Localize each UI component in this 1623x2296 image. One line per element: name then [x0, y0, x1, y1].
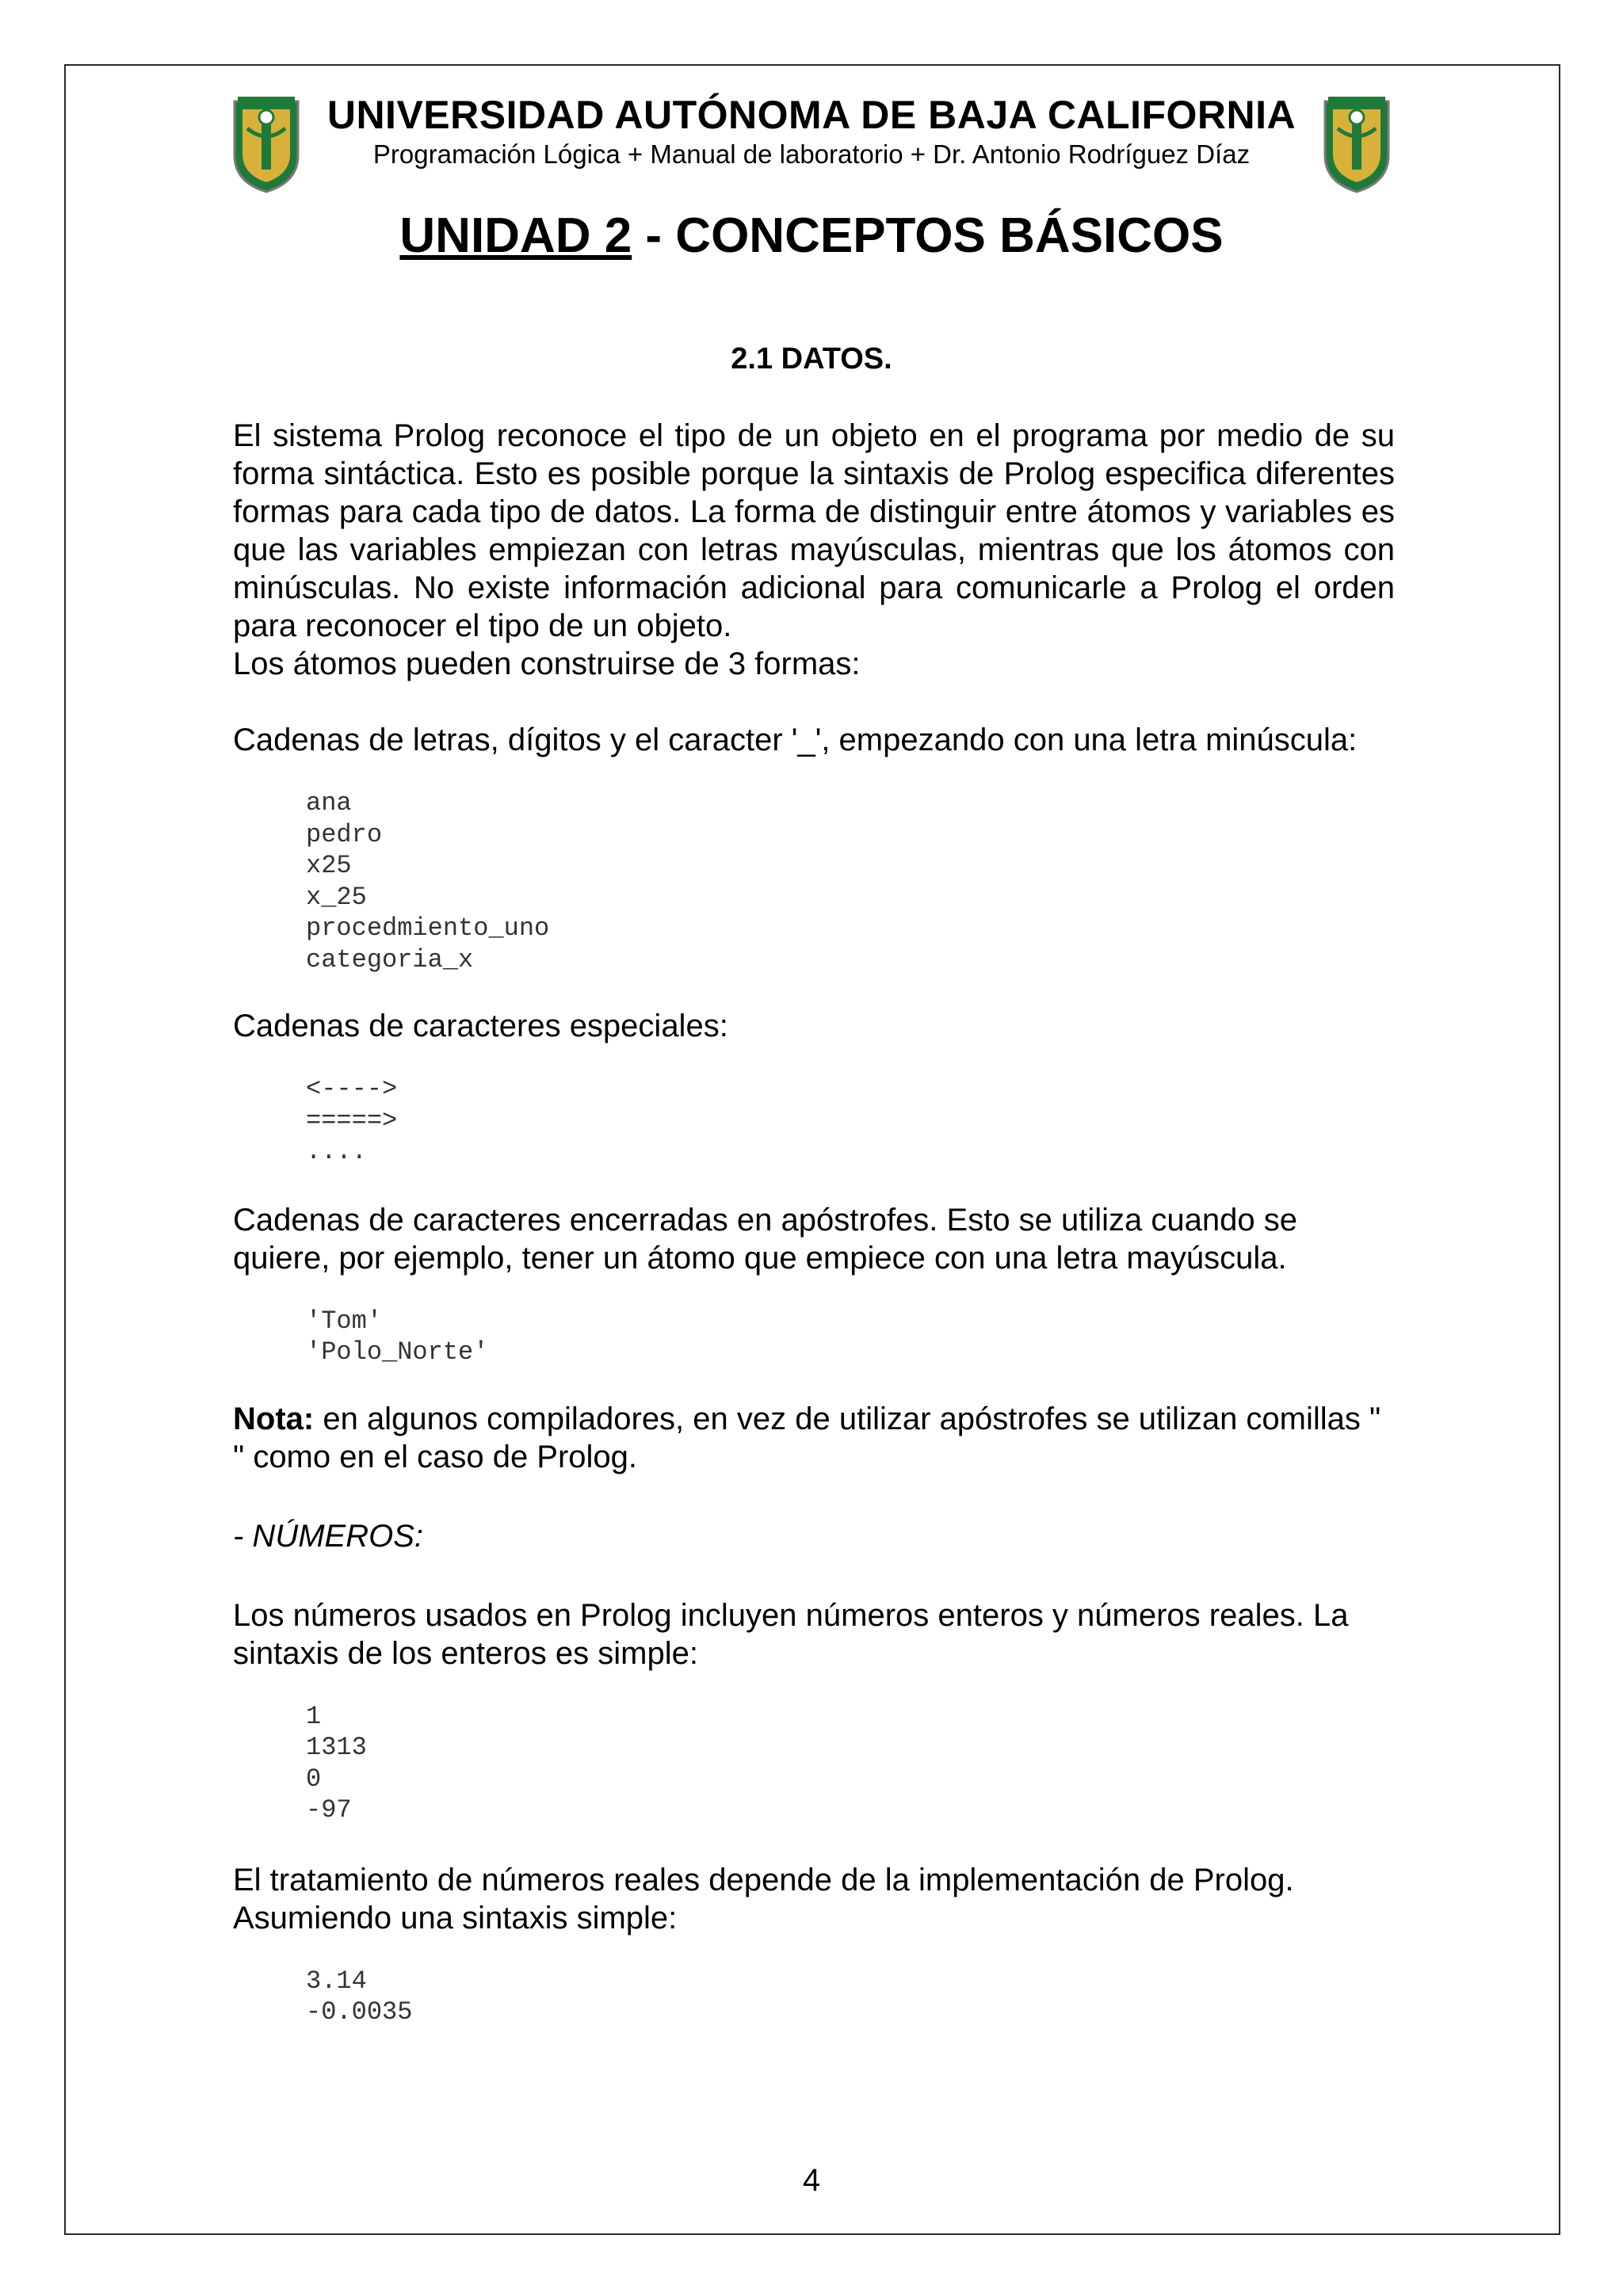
- intro-paragraph: El sistema Prolog reconoce el tipo de un objeto en el programa por medio de su forma sintáctica. Esto es posible porque la sintaxis de Prolog especifica diferentes formas para cada tipo de datos. La forma de distinguir entre átomos y variables es que las variables empiezan con letras mayúsculas, mientras que los átomos con minúsculas. No existe información adicional para comunicarle a Prolog el orden para reconocer el tipo de un objeto.: [233, 418, 1395, 643]
- reals-code-block: [306, 1966, 1395, 2028]
- code-line: 3.14: [306, 1966, 367, 1996]
- special-code-block: [306, 1074, 1395, 1168]
- code-line: ....: [306, 1137, 367, 1166]
- page-number: 4: [802, 2163, 821, 2198]
- unit-name: - CONCEPTOS BÁSICOS: [632, 208, 1224, 263]
- section-title: 2.1 DATOS.: [731, 342, 892, 376]
- code-line: procedmiento_uno: [306, 913, 550, 943]
- code-line: 1313: [306, 1733, 367, 1762]
- code-line: ana: [306, 788, 352, 818]
- reals-paragraph: El tratamiento de números reales depende de la implementación de Prolog. Asumiendo una sintaxis simple:: [233, 1862, 1294, 1936]
- unit-number: UNIDAD 2: [399, 208, 632, 263]
- code-line: -0.0035: [306, 1997, 413, 2027]
- code-line: <---->: [306, 1074, 398, 1104]
- code-line: x_25: [306, 882, 367, 912]
- code-line: 1: [306, 1701, 322, 1731]
- atoms-code-block: [306, 788, 1395, 975]
- note-text: en algunos compiladores, en vez de utilizar apóstrofes se utilizan comillas " " como en el caso de Prolog.: [233, 1401, 1381, 1474]
- unit-title: [0, 208, 1623, 264]
- numbers-paragraph: Los números usados en Prolog incluyen números enteros y números reales. La sintaxis de los enteros es simple:: [233, 1597, 1349, 1671]
- code-line: pedro: [306, 819, 383, 849]
- code-line: 'Tom': [306, 1306, 383, 1336]
- special-paragraph: Cadenas de caracteres especiales:: [233, 1009, 728, 1043]
- integers-code-block: [306, 1701, 1395, 1826]
- code-line: categoria_x: [306, 944, 474, 974]
- note-label: Nota:: [233, 1401, 315, 1436]
- code-line: 'Polo_Norte': [306, 1337, 489, 1367]
- code-line: x25: [306, 851, 352, 880]
- document-body: [233, 417, 1395, 2028]
- code-line: =====>: [306, 1105, 398, 1135]
- numbers-heading: - NÚMEROS:: [233, 1518, 423, 1554]
- quoted-paragraph: Cadenas de caracteres encerradas en apóstrofes. Esto se utiliza cuando se quiere, por ejemplo, tener un átomo que empiece con una letra mayúscula.: [233, 1202, 1298, 1276]
- note-paragraph: [233, 1400, 1395, 1476]
- letters-paragraph: Cadenas de letras, dígitos y el caracter '_', empezando con una letra minúscula:: [233, 723, 1358, 757]
- quoted-code-block: [306, 1306, 1395, 1368]
- header-title: UNIVERSIDAD AUTÓNOMA DE BAJA CALIFORNIA: [327, 93, 1296, 137]
- header-subtitle: Programación Lógica + Manual de laboratorio + Dr. Antonio Rodríguez Díaz: [372, 139, 1251, 169]
- code-line: 0: [306, 1764, 322, 1794]
- atoms-forms-paragraph: Los átomos pueden construirse de 3 formas:: [233, 646, 861, 681]
- code-line: -97: [306, 1795, 352, 1825]
